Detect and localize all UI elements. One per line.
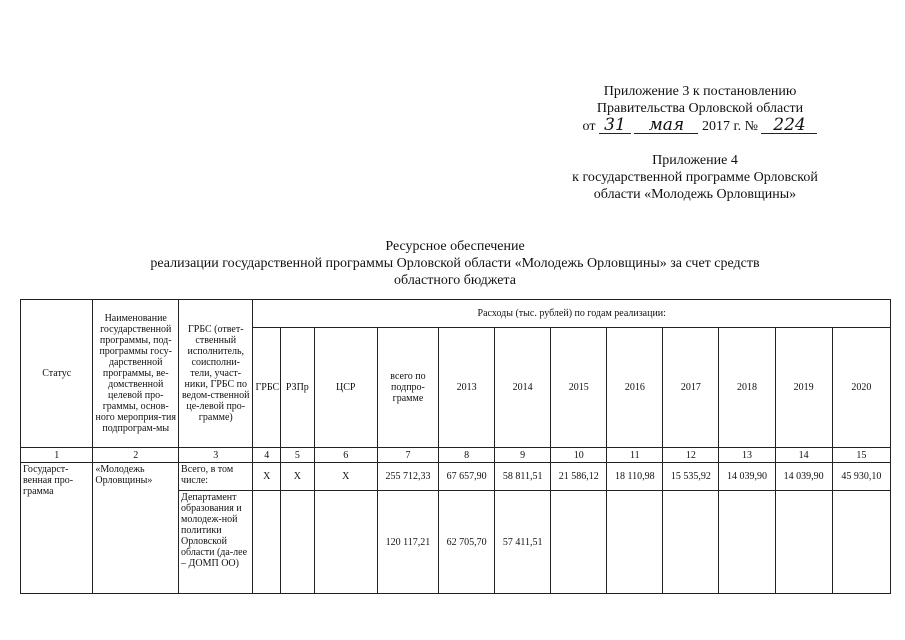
header-year: 2019 [775,328,832,448]
row-value [719,491,775,594]
appendix-line-3: области «Молодежь Орловщины» [593,187,797,202]
header-total: всего по подпро-грамме [377,328,438,448]
row-value [663,491,719,594]
header-program-name: Наименование государственной программы, под-программы госу-дарственной программы, ве-домственной целевой про-граммы, основ-ного мероприя-тия подпрограм-мы [93,300,179,448]
header-grbs: ГРБС (ответ-ственный исполнитель, соисполни-тели, участ-ники, ГРБС по ведом-ственной це-левой про-грамме) [179,300,253,448]
row-value: 15 535,92 [663,463,719,491]
table-row [21,463,891,491]
row-csr [314,491,377,594]
column-number: 13 [719,448,775,463]
row-value [775,491,832,594]
from-label: от [582,119,596,134]
row-value: 14 039,90 [719,463,775,491]
appendix-line-2: к государственной программе Орловской [572,170,818,185]
column-number: 2 [93,448,179,463]
column-number: 3 [179,448,253,463]
row-value: 67 657,90 [439,463,495,491]
handwritten-day: 31 [599,117,631,134]
header-status: Статус [21,300,93,448]
header-year: 2014 [495,328,551,448]
header-year: 2015 [551,328,607,448]
column-number: 9 [495,448,551,463]
header-csr: ЦСР [314,328,377,448]
column-number: 10 [551,448,607,463]
row-value [551,491,607,594]
column-number: 12 [663,448,719,463]
row-grbs: Департамент образования и молодеж-ной политики Орловской области (да-лее – ДОМП ОО) [179,491,253,594]
row-value: 14 039,90 [775,463,832,491]
header-year: 2013 [439,328,495,448]
column-number-row [21,448,891,463]
column-number: 11 [607,448,663,463]
column-number: 14 [775,448,832,463]
row-grbs-code [253,491,281,594]
decree-line-1: Приложение 3 к постановлению [603,84,797,99]
appendix-line-1: Приложение 4 [652,153,738,168]
row-rzpr: X [281,463,315,491]
decree-line-2: Правительства Орловской области [596,101,804,116]
appendix-reference [555,152,835,203]
year-label: 2017 г. № [701,119,758,134]
row-value [832,491,890,594]
column-number: 5 [281,448,315,463]
resource-table [20,299,891,594]
title-line-1: Ресурсное обеспечение [385,239,525,254]
decree-reference [560,83,840,135]
column-number: 7 [377,448,438,463]
title-line-2: реализации государственной программы Орловской области «Молодежь Орловщины» за счет средств [150,256,760,271]
header-year: 2018 [719,328,775,448]
header-rzpr: РЗПр [281,328,315,448]
column-number: 1 [21,448,93,463]
row-total: 255 712,33 [377,463,438,491]
row-total: 120 117,21 [377,491,438,594]
header-year: 2017 [663,328,719,448]
decree-date-line [560,117,840,135]
title-line-3: областного бюджета [394,273,516,288]
document-title [60,238,850,289]
row-value: 58 811,51 [495,463,551,491]
row-value: 21 586,12 [551,463,607,491]
handwritten-month: мая [634,117,698,134]
column-number: 4 [253,448,281,463]
row-csr: X [314,463,377,491]
row-value: 62 705,70 [439,491,495,594]
header-year: 2020 [832,328,890,448]
row-value: 18 110,98 [607,463,663,491]
column-number: 15 [832,448,890,463]
handwritten-number: 224 [761,117,817,134]
row-value: 45 930,10 [832,463,890,491]
row-value [607,491,663,594]
row-rzpr [281,491,315,594]
header-grbs-code: ГРБС [253,328,281,448]
row-grbs: Всего, в том числе: [179,463,253,491]
row-program-name: «Молодежь Орловщины» [93,463,179,594]
column-number: 8 [439,448,495,463]
row-grbs-code: X [253,463,281,491]
row-value: 57 411,51 [495,491,551,594]
column-number: 6 [314,448,377,463]
header-expenses: Расходы (тыс. рублей) по годам реализации: [253,300,891,328]
header-year: 2016 [607,328,663,448]
row-status: Государст-венная про-грамма [21,463,93,594]
